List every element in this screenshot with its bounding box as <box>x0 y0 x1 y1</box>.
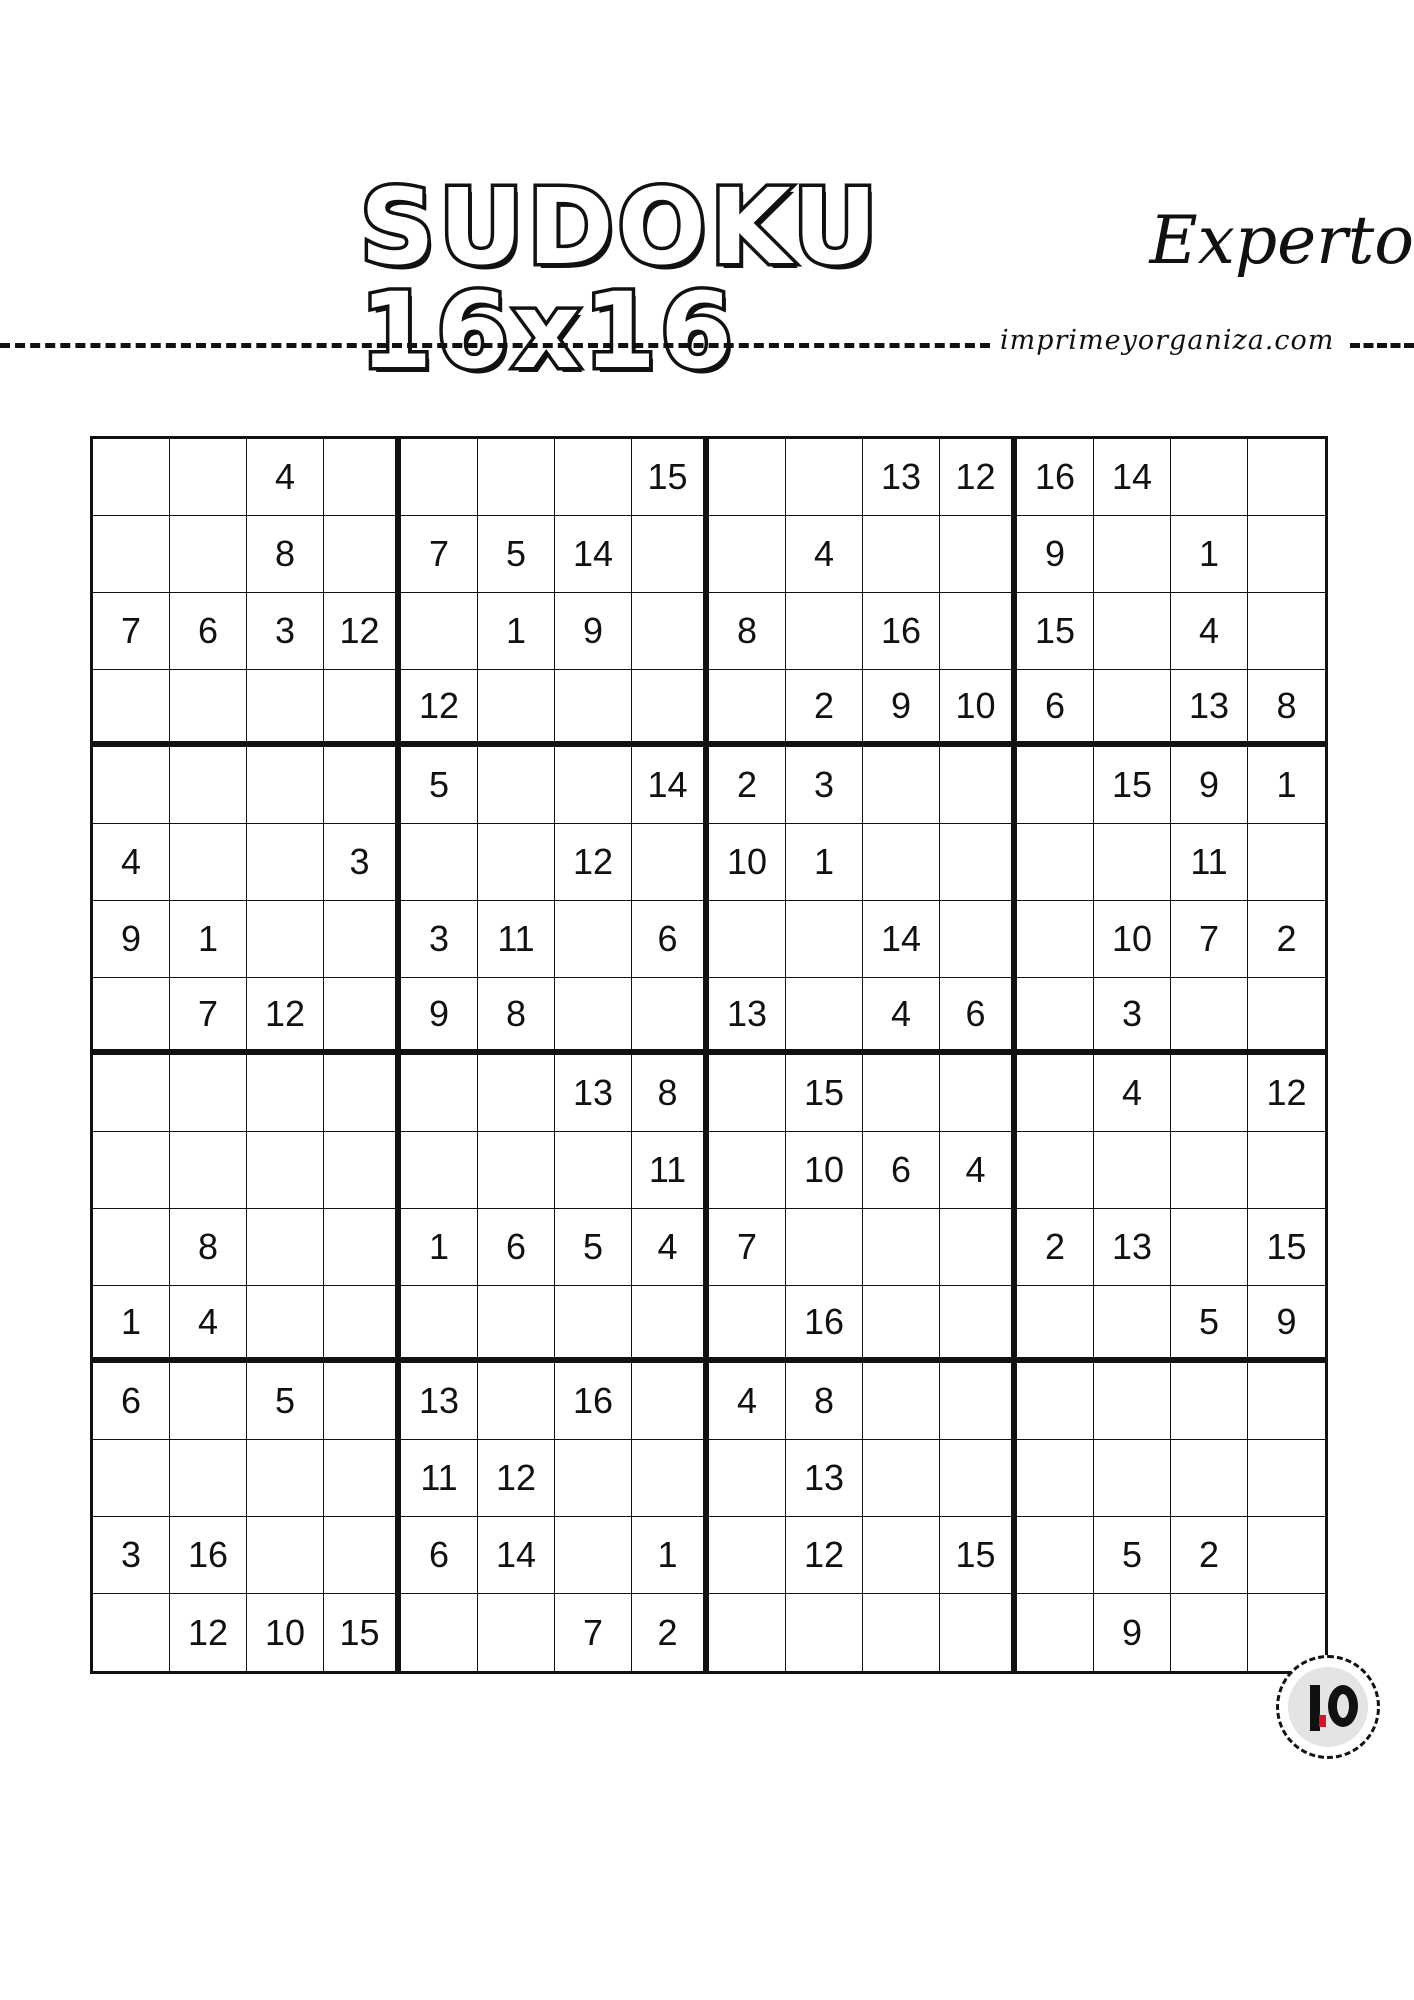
empty-cell[interactable] <box>709 670 786 747</box>
empty-cell[interactable] <box>93 516 170 593</box>
empty-cell[interactable] <box>247 1517 324 1594</box>
given-cell: 12 <box>786 1517 863 1594</box>
empty-cell[interactable] <box>324 1055 401 1132</box>
given-cell: 14 <box>863 901 940 978</box>
given-cell: 7 <box>401 516 478 593</box>
given-cell: 9 <box>1017 516 1094 593</box>
given-cell: 8 <box>247 516 324 593</box>
empty-cell[interactable] <box>555 439 632 516</box>
empty-cell[interactable] <box>478 1055 555 1132</box>
empty-cell[interactable] <box>478 1594 555 1671</box>
given-cell: 16 <box>863 593 940 670</box>
empty-cell[interactable] <box>863 1209 940 1286</box>
empty-cell[interactable] <box>1017 1286 1094 1363</box>
given-cell: 8 <box>478 978 555 1055</box>
given-cell: 1 <box>170 901 247 978</box>
given-cell: 11 <box>401 1440 478 1517</box>
empty-cell[interactable] <box>401 1286 478 1363</box>
empty-cell[interactable] <box>170 1363 247 1440</box>
empty-cell[interactable] <box>1017 747 1094 824</box>
empty-cell[interactable] <box>1094 1363 1171 1440</box>
empty-cell[interactable] <box>555 978 632 1055</box>
logo-badge <box>1288 1667 1368 1747</box>
given-cell: 9 <box>93 901 170 978</box>
given-cell: 9 <box>401 978 478 1055</box>
empty-cell[interactable] <box>632 1363 709 1440</box>
empty-cell[interactable] <box>1094 670 1171 747</box>
empty-cell[interactable] <box>555 747 632 824</box>
given-cell: 14 <box>478 1517 555 1594</box>
given-cell: 6 <box>632 901 709 978</box>
empty-cell[interactable] <box>1248 1517 1325 1594</box>
empty-cell[interactable] <box>324 1209 401 1286</box>
empty-cell[interactable] <box>324 1440 401 1517</box>
given-cell: 13 <box>786 1440 863 1517</box>
given-cell: 4 <box>863 978 940 1055</box>
given-cell: 11 <box>1171 824 1248 901</box>
given-cell: 6 <box>170 593 247 670</box>
empty-cell[interactable] <box>555 1517 632 1594</box>
given-cell: 2 <box>709 747 786 824</box>
given-cell: 3 <box>1094 978 1171 1055</box>
empty-cell[interactable] <box>709 1286 786 1363</box>
empty-cell[interactable] <box>324 1286 401 1363</box>
empty-cell[interactable] <box>324 1363 401 1440</box>
given-cell: 4 <box>786 516 863 593</box>
empty-cell[interactable] <box>940 1055 1017 1132</box>
given-cell: 1 <box>478 593 555 670</box>
given-cell: 1 <box>401 1209 478 1286</box>
given-cell: 7 <box>170 978 247 1055</box>
given-cell: 3 <box>247 593 324 670</box>
given-cell: 9 <box>555 593 632 670</box>
empty-cell[interactable] <box>170 1440 247 1517</box>
empty-cell[interactable] <box>324 901 401 978</box>
empty-cell[interactable] <box>786 439 863 516</box>
given-cell: 5 <box>247 1363 324 1440</box>
given-cell: 4 <box>1094 1055 1171 1132</box>
given-cell: 12 <box>1248 1055 1325 1132</box>
empty-cell[interactable] <box>478 824 555 901</box>
given-cell: 14 <box>1094 439 1171 516</box>
empty-cell[interactable] <box>1171 1209 1248 1286</box>
header-divider <box>0 325 1414 357</box>
empty-cell[interactable] <box>324 1517 401 1594</box>
empty-cell[interactable] <box>1171 1363 1248 1440</box>
given-cell: 4 <box>632 1209 709 1286</box>
empty-cell[interactable] <box>940 1594 1017 1671</box>
empty-cell[interactable] <box>1094 824 1171 901</box>
empty-cell[interactable] <box>93 1440 170 1517</box>
empty-cell[interactable] <box>632 593 709 670</box>
given-cell: 13 <box>555 1055 632 1132</box>
empty-cell[interactable] <box>1248 1132 1325 1209</box>
empty-cell[interactable] <box>940 1286 1017 1363</box>
empty-cell[interactable] <box>1171 1440 1248 1517</box>
empty-cell[interactable] <box>247 670 324 747</box>
empty-cell[interactable] <box>1248 1440 1325 1517</box>
given-cell: 12 <box>401 670 478 747</box>
given-cell: 15 <box>632 439 709 516</box>
empty-cell[interactable] <box>555 1132 632 1209</box>
given-cell: 12 <box>940 439 1017 516</box>
empty-cell[interactable] <box>632 516 709 593</box>
empty-cell[interactable] <box>863 1517 940 1594</box>
empty-cell[interactable] <box>247 824 324 901</box>
empty-cell[interactable] <box>93 747 170 824</box>
given-cell: 7 <box>555 1594 632 1671</box>
given-cell: 5 <box>555 1209 632 1286</box>
empty-cell[interactable] <box>709 1594 786 1671</box>
given-cell: 4 <box>170 1286 247 1363</box>
empty-cell[interactable] <box>709 1517 786 1594</box>
empty-cell[interactable] <box>1017 1517 1094 1594</box>
empty-cell[interactable] <box>1248 593 1325 670</box>
empty-cell[interactable] <box>93 1132 170 1209</box>
empty-cell[interactable] <box>401 1132 478 1209</box>
logo-letter-o <box>1328 1685 1358 1727</box>
given-cell: 11 <box>632 1132 709 1209</box>
empty-cell[interactable] <box>170 516 247 593</box>
empty-cell[interactable] <box>247 1209 324 1286</box>
given-cell: 2 <box>1248 901 1325 978</box>
empty-cell[interactable] <box>632 978 709 1055</box>
given-cell: 6 <box>1017 670 1094 747</box>
given-cell: 14 <box>632 747 709 824</box>
empty-cell[interactable] <box>1094 1440 1171 1517</box>
empty-cell[interactable] <box>632 1440 709 1517</box>
site-url: imprimeyorganiza.com <box>1000 325 1335 356</box>
empty-cell[interactable] <box>863 1594 940 1671</box>
empty-cell[interactable] <box>940 593 1017 670</box>
given-cell: 15 <box>940 1517 1017 1594</box>
empty-cell[interactable] <box>478 670 555 747</box>
empty-cell[interactable] <box>632 670 709 747</box>
given-cell: 4 <box>93 824 170 901</box>
given-cell: 6 <box>93 1363 170 1440</box>
empty-cell[interactable] <box>401 1055 478 1132</box>
given-cell: 13 <box>863 439 940 516</box>
empty-cell[interactable] <box>247 901 324 978</box>
given-cell: 10 <box>247 1594 324 1671</box>
empty-cell[interactable] <box>555 670 632 747</box>
empty-cell[interactable] <box>940 1440 1017 1517</box>
empty-cell[interactable] <box>324 516 401 593</box>
empty-cell[interactable] <box>1017 978 1094 1055</box>
empty-cell[interactable] <box>1017 901 1094 978</box>
empty-cell[interactable] <box>1171 1594 1248 1671</box>
empty-cell[interactable] <box>170 747 247 824</box>
given-cell: 10 <box>786 1132 863 1209</box>
empty-cell[interactable] <box>863 1055 940 1132</box>
iyo-logo-icon <box>1276 1655 1380 1759</box>
given-cell: 9 <box>1248 1286 1325 1363</box>
given-cell: 1 <box>93 1286 170 1363</box>
empty-cell[interactable] <box>247 1132 324 1209</box>
given-cell: 8 <box>1248 670 1325 747</box>
given-cell: 13 <box>1094 1209 1171 1286</box>
difficulty-label: Experto <box>1149 202 1414 279</box>
given-cell: 3 <box>786 747 863 824</box>
page-title: SUDOKU 16x16 <box>360 166 882 392</box>
empty-cell[interactable] <box>1094 1132 1171 1209</box>
empty-cell[interactable] <box>709 1055 786 1132</box>
given-cell: 5 <box>478 516 555 593</box>
empty-cell[interactable] <box>940 824 1017 901</box>
empty-cell[interactable] <box>247 1055 324 1132</box>
empty-cell[interactable] <box>247 1440 324 1517</box>
empty-cell[interactable] <box>401 824 478 901</box>
divider-dashes-right <box>1350 343 1414 348</box>
empty-cell[interactable] <box>786 901 863 978</box>
given-cell: 6 <box>863 1132 940 1209</box>
given-cell: 10 <box>1094 901 1171 978</box>
empty-cell[interactable] <box>93 1209 170 1286</box>
given-cell: 4 <box>1171 593 1248 670</box>
given-cell: 8 <box>170 1209 247 1286</box>
empty-cell[interactable] <box>1248 824 1325 901</box>
empty-cell[interactable] <box>93 1594 170 1671</box>
empty-cell[interactable] <box>555 901 632 978</box>
empty-cell[interactable] <box>324 1132 401 1209</box>
empty-cell[interactable] <box>1248 1363 1325 1440</box>
given-cell: 16 <box>1017 439 1094 516</box>
given-cell: 3 <box>324 824 401 901</box>
given-cell: 12 <box>478 1440 555 1517</box>
given-cell: 13 <box>1171 670 1248 747</box>
empty-cell[interactable] <box>632 1286 709 1363</box>
empty-cell[interactable] <box>478 747 555 824</box>
empty-cell[interactable] <box>1248 516 1325 593</box>
given-cell: 12 <box>324 593 401 670</box>
empty-cell[interactable] <box>709 439 786 516</box>
empty-cell[interactable] <box>1094 516 1171 593</box>
empty-cell[interactable] <box>170 824 247 901</box>
empty-cell[interactable] <box>1017 824 1094 901</box>
empty-cell[interactable] <box>940 516 1017 593</box>
empty-cell[interactable] <box>401 439 478 516</box>
given-cell: 7 <box>1171 901 1248 978</box>
given-cell: 4 <box>940 1132 1017 1209</box>
empty-cell[interactable] <box>170 1055 247 1132</box>
empty-cell[interactable] <box>786 593 863 670</box>
empty-cell[interactable] <box>478 1132 555 1209</box>
empty-cell[interactable] <box>401 593 478 670</box>
given-cell: 15 <box>786 1055 863 1132</box>
given-cell: 11 <box>478 901 555 978</box>
empty-cell[interactable] <box>863 516 940 593</box>
given-cell: 12 <box>555 824 632 901</box>
empty-cell[interactable] <box>940 747 1017 824</box>
empty-cell[interactable] <box>709 1132 786 1209</box>
given-cell: 16 <box>555 1363 632 1440</box>
empty-cell[interactable] <box>1248 439 1325 516</box>
empty-cell[interactable] <box>478 1286 555 1363</box>
given-cell: 1 <box>786 824 863 901</box>
given-cell: 9 <box>1171 747 1248 824</box>
given-cell: 12 <box>170 1594 247 1671</box>
empty-cell[interactable] <box>709 1440 786 1517</box>
given-cell: 5 <box>1094 1517 1171 1594</box>
empty-cell[interactable] <box>940 1363 1017 1440</box>
given-cell: 3 <box>401 901 478 978</box>
given-cell: 2 <box>632 1594 709 1671</box>
given-cell: 10 <box>940 670 1017 747</box>
empty-cell[interactable] <box>401 1594 478 1671</box>
given-cell: 2 <box>1017 1209 1094 1286</box>
given-cell: 10 <box>709 824 786 901</box>
empty-cell[interactable] <box>1171 978 1248 1055</box>
given-cell: 9 <box>863 670 940 747</box>
empty-cell[interactable] <box>1171 439 1248 516</box>
empty-cell[interactable] <box>93 439 170 516</box>
empty-cell[interactable] <box>324 670 401 747</box>
empty-cell[interactable] <box>247 747 324 824</box>
given-cell: 8 <box>786 1363 863 1440</box>
given-cell: 4 <box>709 1363 786 1440</box>
empty-cell[interactable] <box>863 1363 940 1440</box>
empty-cell[interactable] <box>786 1594 863 1671</box>
empty-cell[interactable] <box>709 516 786 593</box>
given-cell: 8 <box>632 1055 709 1132</box>
given-cell: 5 <box>1171 1286 1248 1363</box>
empty-cell[interactable] <box>1094 593 1171 670</box>
empty-cell[interactable] <box>1094 1286 1171 1363</box>
empty-cell[interactable] <box>170 670 247 747</box>
empty-cell[interactable] <box>555 1286 632 1363</box>
given-cell: 3 <box>93 1517 170 1594</box>
empty-cell[interactable] <box>1017 1440 1094 1517</box>
given-cell: 13 <box>401 1363 478 1440</box>
empty-cell[interactable] <box>170 1132 247 1209</box>
empty-cell[interactable] <box>632 824 709 901</box>
empty-cell[interactable] <box>1248 978 1325 1055</box>
divider-dashes-left <box>0 343 990 348</box>
given-cell: 15 <box>1017 593 1094 670</box>
empty-cell[interactable] <box>555 1440 632 1517</box>
given-cell: 4 <box>247 439 324 516</box>
empty-cell[interactable] <box>1017 1363 1094 1440</box>
empty-cell[interactable] <box>170 439 247 516</box>
given-cell: 15 <box>1248 1209 1325 1286</box>
given-cell: 7 <box>709 1209 786 1286</box>
empty-cell[interactable] <box>1017 1594 1094 1671</box>
empty-cell[interactable] <box>1017 1055 1094 1132</box>
given-cell: 5 <box>401 747 478 824</box>
given-cell: 16 <box>786 1286 863 1363</box>
empty-cell[interactable] <box>1171 1132 1248 1209</box>
empty-cell[interactable] <box>940 1209 1017 1286</box>
given-cell: 6 <box>478 1209 555 1286</box>
empty-cell[interactable] <box>1017 1132 1094 1209</box>
empty-cell[interactable] <box>324 747 401 824</box>
given-cell: 14 <box>555 516 632 593</box>
given-cell: 1 <box>1171 516 1248 593</box>
empty-cell[interactable] <box>1171 1055 1248 1132</box>
given-cell: 9 <box>1094 1594 1171 1671</box>
empty-cell[interactable] <box>863 824 940 901</box>
empty-cell[interactable] <box>786 978 863 1055</box>
given-cell: 12 <box>247 978 324 1055</box>
empty-cell[interactable] <box>863 1286 940 1363</box>
empty-cell[interactable] <box>478 1363 555 1440</box>
given-cell: 2 <box>786 670 863 747</box>
empty-cell[interactable] <box>940 901 1017 978</box>
empty-cell[interactable] <box>93 978 170 1055</box>
empty-cell[interactable] <box>93 1055 170 1132</box>
given-cell: 15 <box>324 1594 401 1671</box>
given-cell: 16 <box>170 1517 247 1594</box>
given-cell: 1 <box>632 1517 709 1594</box>
given-cell: 13 <box>709 978 786 1055</box>
given-cell: 2 <box>1171 1517 1248 1594</box>
empty-cell[interactable] <box>324 978 401 1055</box>
logo-letter-y <box>1319 1715 1326 1727</box>
empty-cell[interactable] <box>863 1440 940 1517</box>
given-cell: 1 <box>1248 747 1325 824</box>
empty-cell[interactable] <box>863 747 940 824</box>
given-cell: 7 <box>93 593 170 670</box>
empty-cell[interactable] <box>478 439 555 516</box>
given-cell: 15 <box>1094 747 1171 824</box>
empty-cell[interactable] <box>93 670 170 747</box>
empty-cell[interactable] <box>324 439 401 516</box>
empty-cell[interactable] <box>786 1209 863 1286</box>
empty-cell[interactable] <box>247 1286 324 1363</box>
given-cell: 8 <box>709 593 786 670</box>
given-cell: 6 <box>401 1517 478 1594</box>
sudoku-grid <box>90 436 1328 1674</box>
empty-cell[interactable] <box>709 901 786 978</box>
given-cell: 6 <box>940 978 1017 1055</box>
